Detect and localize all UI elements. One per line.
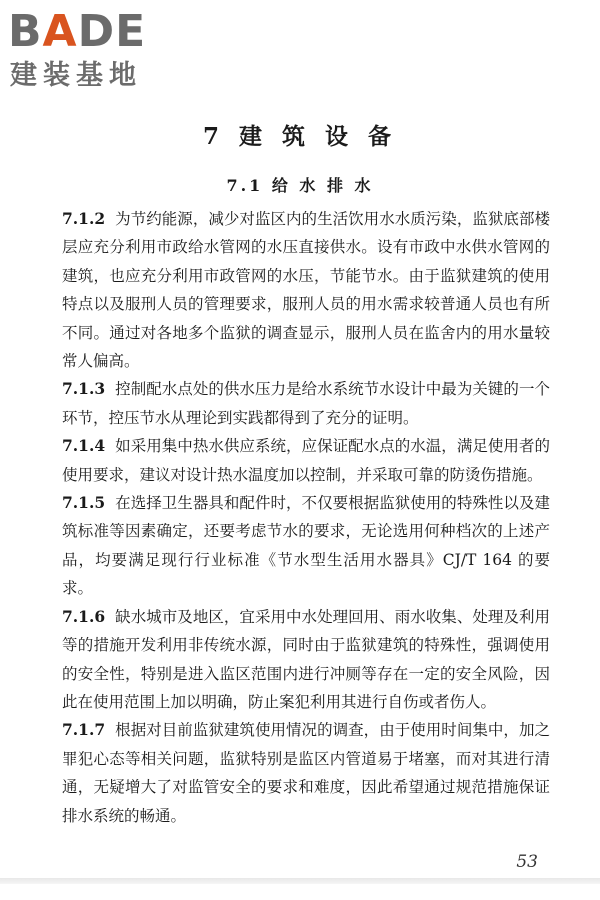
clause-text: 控制配水点处的供水压力是给水系统节水设计中最为关键的一个环节，控压节水从理论到实践都得到了充分的证明。 (62, 380, 550, 427)
clause-7-1-6 (62, 603, 550, 717)
logo-letter-a: A (42, 6, 78, 57)
clause-text: 为节约能源，减少对监区内的生活饮用水水质污染，监狱底部楼层应充分利用市政给水管网的水压直接供水。设有市政中水供水管网的建筑，也应充分利用市政管网的水压，节能节水。由于监狱建筑的使用特点以及服刑人员的管理要求，服刑人员的用水需求较普通人员也有所不同。通过对各地多个监狱的调查显示，服刑人员在监舍内的用水量较常人偏高。 (62, 210, 550, 371)
clause-number: 7.1.2 (62, 209, 106, 228)
clause-text: 缺水城市及地区，宜采用中水处理回用、雨水收集、处理及利用等的措施开发利用非传统水源，同时由于监狱建筑的特殊性，强调使用的安全性，特别是进入监区范围内进行冲厕等存在一定的安全风险，因此在使用范围上加以明确，防止案犯利用其进行自伤或者伤人。 (62, 607, 550, 711)
clause-text: 根据对目前监狱建筑使用情况的调查，由于使用时间集中，加之罪犯心态等相关问题，监狱特别是监区内管道易于堵塞，而对其进行清通，无疑增大了对监管安全的要求和难度，因此希望通过规范措施保证排水系统的畅通。 (62, 721, 550, 825)
clause-number: 7.1.6 (62, 606, 106, 626)
logo-letters-de: DE (77, 6, 147, 57)
clause-number: 7.1.7 (62, 720, 106, 740)
clause-7-1-4 (62, 432, 550, 489)
clause-text: 如采用集中热水供应系统，应保证配水点的水温，满足使用者的使用要求，建议对设计热水温度加以控制，并采取可靠的防烫伤措施。 (62, 437, 550, 484)
logo-wordmark (8, 6, 146, 58)
logo-subtitle: 建装基地 (10, 60, 142, 91)
clause-7-1-3 (62, 375, 550, 432)
clause-7-1-5 (62, 489, 550, 603)
clause-number: 7.1.4 (62, 436, 106, 456)
bade-logo (8, 6, 178, 96)
clause-number: 7.1.5 (62, 493, 106, 513)
clause-7-1-2 (62, 205, 550, 375)
body-text (62, 205, 550, 830)
clause-text: 在选择卫生器具和配件时，不仅要根据监狱使用的特殊性以及建筑标准等因素确定，还要考虑节水的要求，无论选用何种档次的上述产品，均要满足现行行业标准《节水型生活用水器具》CJ/T 164 的要求。 (62, 494, 550, 598)
footer-divider (0, 878, 600, 884)
chapter-title: 7 建 筑 设 备 (202, 123, 398, 150)
clause-7-1-7 (62, 716, 550, 830)
logo-letter-b: B (8, 6, 43, 57)
section-title: 7.1 给 水 排 水 (226, 176, 374, 195)
page-number: 53 (516, 852, 538, 872)
clause-number: 7.1.3 (62, 379, 106, 399)
